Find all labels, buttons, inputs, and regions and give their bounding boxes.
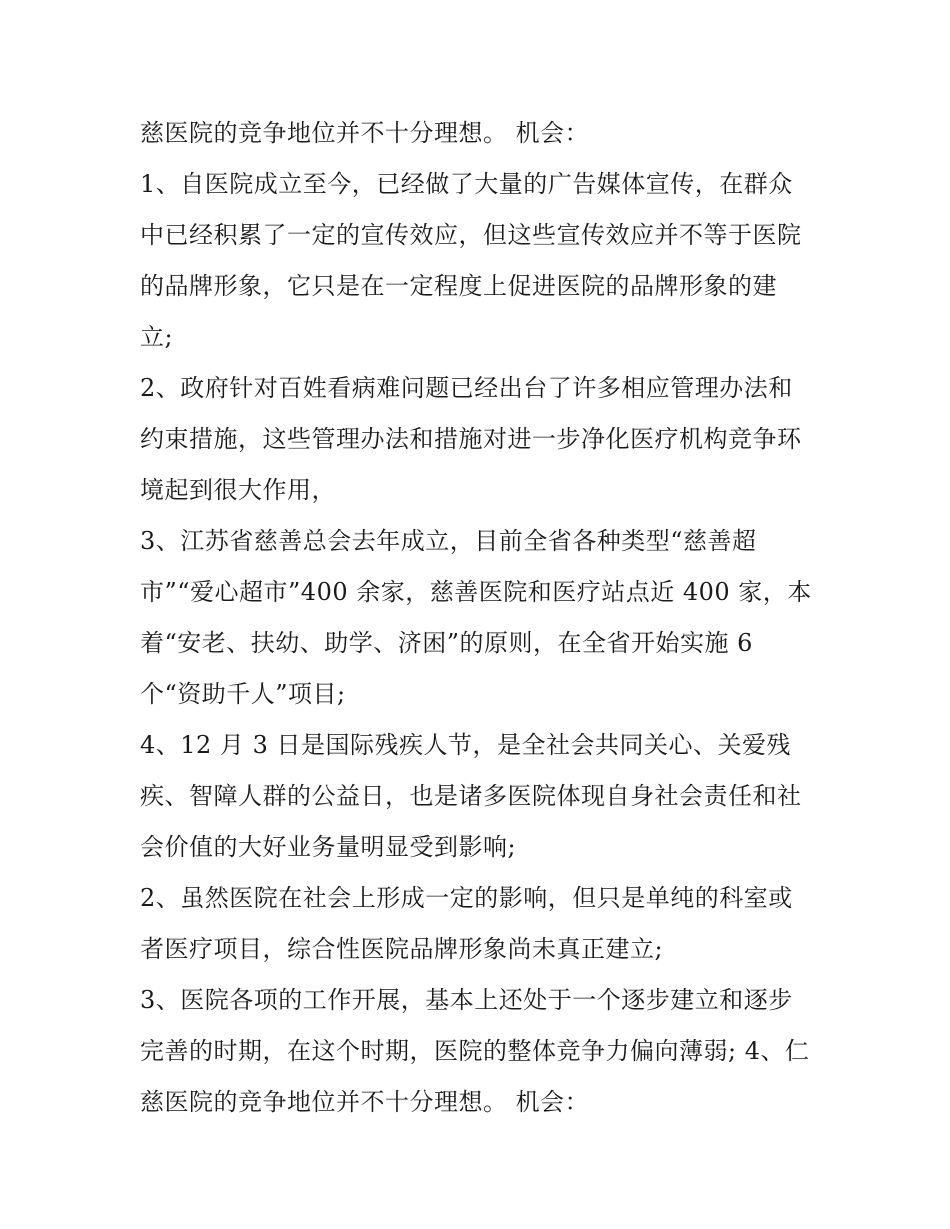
text-line: 个“资助千人”项目; <box>140 680 346 708</box>
text-line: 会价值的大好业务量明显受到影响; <box>140 833 517 861</box>
text-line: 着“安老、扶幼、助学、济困”的原则，在全省开始实施 6 <box>140 629 753 657</box>
text-line: 4、12 月 3 日是国际残疾人节，是全社会共同关心、关爱残 <box>140 731 791 759</box>
text-line: 2、虽然医院在社会上形成一定的影响，但只是单纯的科室或 <box>140 884 793 912</box>
text-line: 约束措施，这些管理办法和措施对进一步净化医疗机构竞争环 <box>140 425 802 453</box>
text-line: 3、江苏省慈善总会去年成立，目前全省各种类型“慈善超 <box>140 527 757 555</box>
text-line: 慈医院的竞争地位并不十分理想。 机会： <box>140 1088 590 1116</box>
text-line: 3、医院各项的工作开展，基本上还处于一个逐步建立和逐步 <box>140 986 793 1014</box>
text-line: 者医疗项目，综合性医院品牌形象尚未真正建立; <box>140 935 664 963</box>
text-line: 1、自医院成立至今，已经做了大量的广告媒体宣传，在群众 <box>140 170 793 198</box>
text-line: 市”“爱心超市”400 余家，慈善医院和医疗站点近 400 家，本 <box>140 578 812 606</box>
text-line: 的品牌形象，它只是在一定程度上促进医院的品牌形象的建 <box>140 272 777 300</box>
text-line: 完善的时期，在这个时期，医院的整体竞争力偏向薄弱; 4、仁 <box>140 1037 810 1065</box>
text-line: 2、政府针对百姓看病难问题已经出台了许多相应管理办法和 <box>140 374 793 402</box>
text-line: 慈医院的竞争地位并不十分理想。 机会： <box>140 119 590 147</box>
text-line: 疾、智障人群的公益日，也是诸多医院体现自身社会责任和社 <box>140 782 802 810</box>
text-line: 立; <box>140 323 174 351</box>
text-line: 中已经积累了一定的宣传效应，但这些宣传效应并不等于医院 <box>140 221 802 249</box>
text-line: 境起到很大作用， <box>140 476 336 504</box>
body-text <box>140 108 830 1128</box>
